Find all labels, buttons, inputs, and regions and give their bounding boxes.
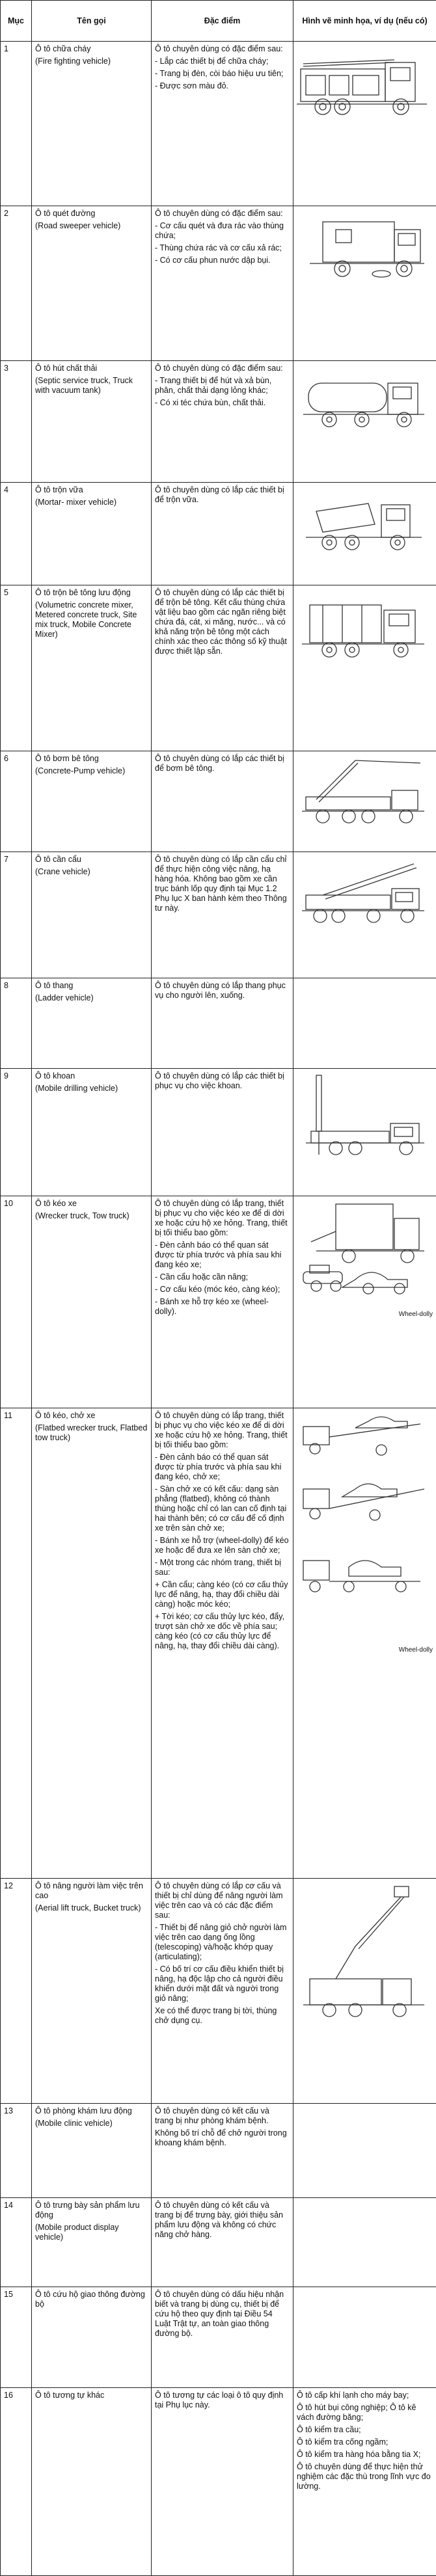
mortar-mixer-drawing — [297, 485, 433, 557]
vehicle-name-en: (Aerial lift truck, Bucket truck) — [35, 1903, 148, 1913]
wheel-dolly-label: Wheel-dolly — [297, 1645, 433, 1655]
vehicle-name-en: (Volumetric concrete mixer, Metered concrete truck, Site mix truck, Mobile Concrete Mixer) — [35, 600, 148, 639]
illustration-cell — [293, 585, 436, 751]
drilling-truck-drawing — [297, 1071, 433, 1162]
vehicle-name-en: (Septic service truck, Truck with vacuum tank) — [35, 376, 148, 396]
header-col-num: Mục — [1, 1, 32, 42]
illustration-cell — [293, 978, 436, 1069]
vehicle-features-cell — [152, 42, 293, 206]
row-number: 11 — [1, 1408, 32, 1879]
example-text: Ô tô kiểm tra cầu; — [297, 2425, 433, 2435]
vehicle-name-cell — [32, 1879, 152, 2104]
vehicle-name: Ô tô bơm bê tông — [35, 754, 148, 764]
vehicle-name: Ô tô thang — [35, 981, 148, 991]
vehicle-features-cell — [152, 206, 293, 361]
feature-text: - Trang bị đèn, còi báo hiệu ưu tiên; — [155, 69, 290, 79]
vehicle-name: Ô tô phòng khám lưu động — [35, 2106, 148, 2116]
vehicle-name: Ô tô chữa cháy — [35, 44, 148, 54]
table-row — [1, 978, 436, 1069]
feature-text: Ô tô chuyên dùng có đặc điểm sau: — [155, 209, 290, 219]
feature-text: Ô tô chuyên dùng có lắp cần cẩu chỉ để thực hiện công việc nâng, hạ hàng hóa. Không bao gồm xe cần trục bánh lốp quy định tại Mục 1.2 Phụ lục X ban hành kèm theo Thông tư này. — [155, 855, 290, 913]
vehicle-name-en: (Fire fighting vehicle) — [35, 57, 148, 66]
feature-text: Ô tô chuyên dùng có đặc điểm sau: — [155, 44, 290, 54]
header-row — [1, 1, 436, 42]
vehicle-name-en: (Mobile product display vehicle) — [35, 2223, 148, 2242]
feature-text: Ô tô chuyên dùng có dấu hiệu nhận biết và trang bị dùng cụ, thiết bị để cứu hộ theo quy định tại Điều 54 Luật Trật tự, an toàn giao thông đường bộ. — [155, 2290, 290, 2339]
table-row — [1, 1408, 436, 1879]
example-text: Ô tô kiểm tra hàng hóa bằng tia X; — [297, 2450, 433, 2460]
vehicle-name-en: (Mobile clinic vehicle) — [35, 2119, 148, 2128]
vehicle-name-en: (Flatbed wrecker truck, Flatbed tow truck) — [35, 1423, 148, 1443]
vehicle-name-cell — [32, 42, 152, 206]
table-row — [1, 1879, 436, 2104]
fire-truck-drawing — [297, 44, 433, 122]
vehicle-name-cell — [32, 2388, 152, 2576]
feature-text: - Bánh xe hỗ trợ (wheel-dolly) để kéo xe hoặc để đưa xe lên sàn chở xe; — [155, 1536, 290, 1555]
vehicle-name-cell — [32, 1408, 152, 1879]
vehicle-name: Ô tô cần cẩu — [35, 855, 148, 865]
vehicle-name-cell — [32, 751, 152, 852]
table-row — [1, 1069, 436, 1196]
feature-text: - Trang thiết bị để hút và xả bùn, phân, chất thải dạng lỏng khác; — [155, 376, 290, 396]
feature-text: - Sàn chở xe có kết cấu: dạng sàn phẳng (flatbed), không có thành thùng hoặc chỉ có lan can cố định tại hai thành bên; có cơ cấu để cố định xe trên sàn chở xe; — [155, 1484, 290, 1533]
vacuum-tank-truck-drawing — [297, 364, 433, 435]
example-text: Ô tô kiểm tra cống ngầm; — [297, 2437, 433, 2447]
illustration-cell — [293, 2198, 436, 2287]
vehicle-features-cell — [152, 2198, 293, 2287]
vehicle-name: Ô tô khoan — [35, 1071, 148, 1081]
table-row — [1, 42, 436, 206]
example-text: Ô tô chuyên dùng để thực hiện thử nghiệm các đặc thù trong lĩnh vực đo lường. — [297, 2462, 433, 2491]
illustration-cell — [293, 1196, 436, 1408]
header-col-name: Tên gọi — [32, 1, 152, 42]
vehicle-name-cell — [32, 1196, 152, 1408]
illustration-cell — [293, 2388, 436, 2576]
concrete-mixer-drawing — [297, 588, 433, 669]
table-row — [1, 361, 436, 483]
example-text: Ô tô cấp khí lạnh cho máy bay; — [297, 2391, 433, 2400]
vehicle-name-en: (Mortar- mixer vehicle) — [35, 498, 148, 507]
illustration-cell — [293, 42, 436, 206]
vehicle-name: Ô tô kéo xe — [35, 1199, 148, 1209]
vehicle-name-en: (Concrete-Pump vehicle) — [35, 766, 148, 776]
row-number: 5 — [1, 585, 32, 751]
feature-text: - Thiết bị để nâng giỏ chở người làm việc trên cao dạng ống lồng (telescoping) và/hoặc khớp quay (articulating); — [155, 1923, 290, 1962]
vehicle-name-en: (Ladder vehicle) — [35, 993, 148, 1003]
vehicle-features-cell — [152, 2104, 293, 2198]
feature-text: - Bánh xe hỗ trợ kéo xe (wheel-dolly). — [155, 1297, 290, 1317]
feature-text: Không bố trí chỗ để chở người trong khoang khám bệnh. — [155, 2128, 290, 2148]
feature-text: + Cần cẩu; càng kéo (có cơ cấu thủy lực để nâng, hạ, thay đổi chiều dài càng) hoặc móc kéo; — [155, 1580, 290, 1609]
row-number: 8 — [1, 978, 32, 1069]
feature-text: Ô tô chuyên dùng có đặc điểm sau: — [155, 364, 290, 373]
illustration-cell — [293, 483, 436, 585]
vehicle-name: Ô tô trưng bày sản phẩm lưu động — [35, 2201, 148, 2220]
feature-text: Ô tô chuyên dùng có lắp các thiết bị để trộn vữa. — [155, 485, 290, 505]
feature-text: Ô tô tương tự các loại ô tô quy định tại Phụ lục này. — [155, 2391, 290, 2410]
header-col-illustration: Hình vẽ minh họa, ví dụ (nếu có) — [293, 1, 436, 42]
vehicle-features-cell — [152, 751, 293, 852]
vehicle-name: Ô tô cứu hộ giao thông đường bộ — [35, 2290, 148, 2309]
row-number: 16 — [1, 2388, 32, 2576]
wrecker-truck-drawing — [297, 1199, 433, 1309]
row-number: 13 — [1, 2104, 32, 2198]
vehicle-name-cell — [32, 2198, 152, 2287]
vehicle-features-cell — [152, 978, 293, 1069]
table-row — [1, 206, 436, 361]
flatbed-tow-truck-drawing — [297, 1411, 433, 1645]
feature-text: Ô tô chuyên dùng có lắp các thiết bị để bơm bê tông. — [155, 754, 290, 773]
row-number: 10 — [1, 1196, 32, 1408]
feature-text: - Cần cẩu hoặc cần nâng; — [155, 1272, 290, 1282]
illustration-cell — [293, 2104, 436, 2198]
illustration-cell — [293, 852, 436, 978]
feature-text: - Đèn cảnh báo có thể quan sát được từ phía trước và phía sau khi đang kéo xe; — [155, 1241, 290, 1270]
row-number: 1 — [1, 42, 32, 206]
row-number: 12 — [1, 1879, 32, 2104]
vehicle-features-cell — [152, 1196, 293, 1408]
vehicle-name: Ô tô kéo, chở xe — [35, 1411, 148, 1421]
feature-text: - Lắp các thiết bị để chữa cháy; — [155, 57, 290, 66]
vehicle-name-cell — [32, 585, 152, 751]
example-text: Ô tô hút bụi công nghiệp; Ô tô kê vách đường băng; — [297, 2403, 433, 2422]
illustration-cell — [293, 751, 436, 852]
vehicle-features-cell — [152, 483, 293, 585]
vehicle-name-en: (Road sweeper vehicle) — [35, 221, 148, 231]
feature-text: - Thùng chứa rác và cơ cấu xả rác; — [155, 243, 290, 253]
vehicle-features-cell — [152, 1879, 293, 2104]
vehicle-name-cell — [32, 1069, 152, 1196]
vehicle-name-cell — [32, 2287, 152, 2388]
feature-text: Ô tô chuyên dùng có lắp cơ cấu và thiết bị chỉ dùng để nâng người làm việc trên cao và có các đặc điểm sau: — [155, 1881, 290, 1920]
feature-text: - Có bố trí cơ cấu điều khiển thiết bị nâng, hạ độc lập cho cả người điều khiển dưới mặt đất và người trong giỏ nâng; — [155, 1965, 290, 2004]
illustration-cell — [293, 206, 436, 361]
vehicle-name-cell — [32, 361, 152, 483]
table-row — [1, 2104, 436, 2198]
feature-text: - Cơ cấu quét và đưa rác vào thùng chứa; — [155, 221, 290, 241]
table-row — [1, 1196, 436, 1408]
vehicle-name-cell — [32, 852, 152, 978]
feature-text: - Được sơn màu đỏ. — [155, 81, 290, 91]
feature-text: Ô tô chuyên dùng có kết cấu và trang bị để trưng bày, giới thiệu sản phẩm lưu động và không có chức năng chở hàng. — [155, 2201, 290, 2240]
crane-truck-drawing — [297, 855, 433, 933]
vehicle-features-cell — [152, 585, 293, 751]
vehicle-features-cell — [152, 852, 293, 978]
vehicle-features-cell — [152, 2287, 293, 2388]
row-number: 3 — [1, 361, 32, 483]
feature-text: Ô tô chuyên dùng có kết cấu và trang bị như phòng khám bệnh. — [155, 2106, 290, 2126]
aerial-lift-drawing — [297, 1881, 433, 2037]
vehicle-name-cell — [32, 978, 152, 1069]
illustration-cell — [293, 1879, 436, 2104]
feature-text: - Cơ cấu kéo (móc kéo, càng kéo); — [155, 1285, 290, 1295]
vehicle-name-en: (Mobile drilling vehicle) — [35, 1084, 148, 1093]
row-number: 14 — [1, 2198, 32, 2287]
table-row — [1, 2287, 436, 2388]
vehicle-name-cell — [32, 2104, 152, 2198]
illustration-cell — [293, 1069, 436, 1196]
row-number: 15 — [1, 2287, 32, 2388]
table-row — [1, 483, 436, 585]
illustration-cell — [293, 2287, 436, 2388]
feature-text: - Có xi téc chứa bùn, chất thải. — [155, 398, 290, 408]
row-number: 2 — [1, 206, 32, 361]
vehicle-name: Ô tô nâng người làm việc trên cao — [35, 1881, 148, 1901]
wheel-dolly-label: Wheel-dolly — [297, 1309, 433, 1319]
feature-text: Xe có thể được trang bị tời, thùng chở dụng cụ. — [155, 2006, 290, 2026]
vehicle-features-cell — [152, 2388, 293, 2576]
vehicle-name-en: (Crane vehicle) — [35, 867, 148, 877]
row-number: 9 — [1, 1069, 32, 1196]
vehicle-name-en: (Wrecker truck, Tow truck) — [35, 1211, 148, 1221]
table-row — [1, 585, 436, 751]
vehicle-name-cell — [32, 483, 152, 585]
table-row — [1, 2198, 436, 2287]
illustration-cell — [293, 1408, 436, 1879]
table-row — [1, 751, 436, 852]
table-row — [1, 852, 436, 978]
vehicle-name: Ô tô trộn vữa — [35, 485, 148, 495]
table-row — [1, 2388, 436, 2576]
vehicle-features-cell — [152, 1408, 293, 1879]
feature-text: Ô tô chuyên dùng có lắp trang, thiết bị phục vụ cho việc kéo xe để di dời xe hoặc cứu hộ xe hỏng. Trang, thiết bị tối thiểu bao gồm: — [155, 1411, 290, 1450]
feature-text: - Một trong các nhóm trang, thiết bị sau: — [155, 1558, 290, 1577]
vehicle-name-cell — [32, 206, 152, 361]
header-col-features: Đặc điểm — [152, 1, 293, 42]
row-number: 4 — [1, 483, 32, 585]
vehicle-name: Ô tô trộn bê tông lưu động — [35, 588, 148, 598]
illustration-cell — [293, 361, 436, 483]
vehicle-name: Ô tô quét đường — [35, 209, 148, 219]
road-sweeper-drawing — [297, 209, 433, 287]
vehicle-name: Ô tô hút chất thải — [35, 364, 148, 373]
vehicle-features-cell — [152, 1069, 293, 1196]
feature-text: Ô tô chuyên dùng có lắp các thiết bị phục vụ cho việc khoan. — [155, 1071, 290, 1091]
feature-text: - Có cơ cấu phun nước dập bụi. — [155, 256, 290, 265]
feature-text: Ô tô chuyên dùng có lắp các thiết bị để trộn bê tông. Kết cấu thùng chứa vật liệu bao gồm các ngăn riêng biệt chứa đá, cát, xi măng, nước... và có khả năng trộn bê tông một cách chính xác theo các thông số kỹ thuật được thiết lập sẵn. — [155, 588, 290, 656]
feature-text: Ô tô chuyên dùng có lắp thang phục vụ cho người lên, xuống. — [155, 981, 290, 1000]
vehicle-name: Ô tô tương tự khác — [35, 2391, 148, 2400]
vehicle-features-cell — [152, 361, 293, 483]
feature-text: Ô tô chuyên dùng có lắp trang, thiết bị phục vụ cho việc kéo xe để di dời xe hoặc cứu hộ xe hỏng. Trang, thiết bị tối thiểu bao gồm: — [155, 1199, 290, 1238]
concrete-pump-drawing — [297, 754, 433, 832]
row-number: 7 — [1, 852, 32, 978]
feature-text: + Tời kéo; cơ cấu thủy lực kéo, đẩy, trượt sàn chở xe dốc về phía sau; càng kéo (có cơ cấu thủy lực để nâng, hạ, thay đổi chiều dài càng). — [155, 1612, 290, 1651]
feature-text: - Đèn cảnh báo có thể quan sát được từ phía trước và phía sau khi đang kéo, chở xe; — [155, 1453, 290, 1482]
row-number: 6 — [1, 751, 32, 852]
